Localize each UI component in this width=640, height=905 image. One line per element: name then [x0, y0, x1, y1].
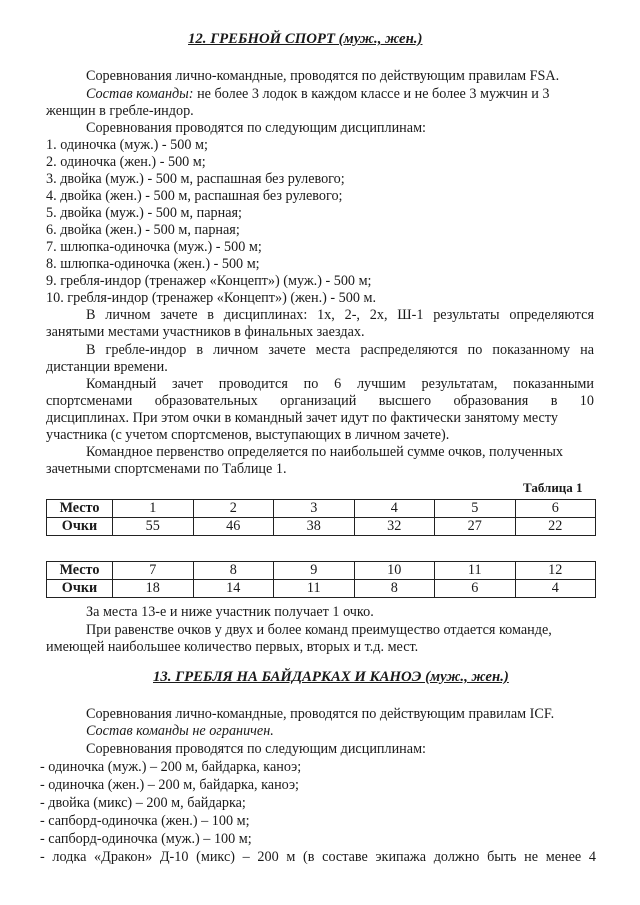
discipline-item: - сапборд-одиночка (жен.) – 100 м;	[40, 813, 250, 829]
points-cell: 32	[354, 518, 435, 536]
paragraph: спортсменами образовательных организаций высшего образования в 10	[46, 393, 594, 409]
place-cell: 6	[515, 500, 596, 518]
place-cell: 2	[193, 500, 274, 518]
team-composition-line	[86, 87, 549, 101]
discipline-item: - двойка (микс) – 200 м, байдарка;	[40, 795, 246, 811]
table-row	[47, 580, 596, 598]
place-cell: 7	[113, 562, 194, 580]
section-12-title: 12. ГРЕБНОЙ СПОРТ (муж., жен.)	[188, 31, 423, 47]
team-composition-line: Состав команды не ограничен.	[86, 723, 274, 739]
points-table-2	[46, 561, 596, 598]
points-cell: 22	[515, 518, 596, 536]
row-label: Очки	[47, 580, 113, 598]
row-label: Место	[47, 562, 113, 580]
team-composition-label: Состав команды:	[86, 86, 194, 102]
table-row	[47, 518, 596, 536]
discipline-item: 3. двойка (муж.) - 500 м, распашная без рулевого;	[46, 171, 345, 187]
place-cell: 9	[274, 562, 355, 580]
points-cell: 18	[113, 580, 194, 598]
paragraph: В личном зачете в дисциплинах: 1х, 2-, 2х, Ш-1 результаты определяются	[86, 307, 594, 323]
place-cell: 8	[193, 562, 274, 580]
paragraph: За места 13-е и ниже участник получает 1 очко.	[86, 604, 374, 620]
paragraph: Соревнования проводятся по следующим дисциплинам:	[86, 741, 426, 757]
discipline-item: 6. двойка (жен.) - 500 м, парная;	[46, 222, 240, 238]
row-label: Место	[47, 500, 113, 518]
place-cell: 4	[354, 500, 435, 518]
discipline-item: - сапборд-одиночка (муж.) – 100 м;	[40, 831, 252, 847]
place-cell: 11	[435, 562, 516, 580]
paragraph: дистанции времени.	[46, 359, 168, 375]
points-cell: 11	[274, 580, 355, 598]
place-cell: 10	[354, 562, 435, 580]
paragraph: Командный зачет проводится по 6 лучшим результатам, показанными	[86, 376, 594, 392]
points-cell: 6	[435, 580, 516, 598]
paragraph: дисциплинах. При этом очки в командный зачет идут по фактически занятому месту	[46, 410, 558, 426]
paragraph: При равенстве очков у двух и более команд преимущество отдается команде,	[86, 622, 552, 638]
paragraph: Командное первенство определяется по наибольшей сумме очков, полученных	[86, 444, 563, 460]
points-cell: 46	[193, 518, 274, 536]
paragraph: занятыми местами участников в финальных заездах.	[46, 324, 365, 340]
discipline-item: 1. одиночка (муж.) - 500 м;	[46, 137, 208, 153]
discipline-item: 8. шлюпка-одиночка (жен.) - 500 м;	[46, 256, 260, 272]
points-cell: 38	[274, 518, 355, 536]
table-caption: Таблица 1	[523, 480, 583, 495]
table-row	[47, 562, 596, 580]
paragraph: имеющей наибольшее количество первых, вторых и т.д. мест.	[46, 639, 419, 655]
discipline-item: 7. шлюпка-одиночка (муж.) - 500 м;	[46, 239, 262, 255]
discipline-item: 2. одиночка (жен.) - 500 м;	[46, 154, 206, 170]
paragraph: В гребле-индор в личном зачете места распределяются по показанному на	[86, 342, 594, 358]
discipline-item: - одиночка (жен.) – 200 м, байдарка, каноэ;	[40, 777, 299, 793]
row-label: Очки	[47, 518, 113, 536]
paragraph: зачетными спортсменами по Таблице 1.	[46, 461, 287, 477]
place-cell: 3	[274, 500, 355, 518]
discipline-item: 5. двойка (муж.) - 500 м, парная;	[46, 205, 242, 221]
discipline-item: 9. гребля-индор (тренажер «Концепт») (муж.) - 500 м;	[46, 273, 372, 289]
points-cell: 8	[354, 580, 435, 598]
points-table-1	[46, 499, 596, 536]
points-cell: 55	[113, 518, 194, 536]
place-cell: 12	[515, 562, 596, 580]
paragraph: Соревнования лично-командные, проводятся по действующим правилам ICF.	[86, 706, 555, 722]
team-composition-text: не более 3 лодок в каждом классе и не более 3 мужчин и 3	[193, 86, 550, 102]
discipline-item: - одиночка (муж.) – 200 м, байдарка, каноэ;	[40, 759, 302, 775]
table-row	[47, 500, 596, 518]
discipline-item: 4. двойка (жен.) - 500 м, распашная без рулевого;	[46, 188, 343, 204]
paragraph: женщин в гребле-индор.	[46, 103, 194, 119]
place-cell: 5	[435, 500, 516, 518]
place-cell: 1	[113, 500, 194, 518]
points-cell: 4	[515, 580, 596, 598]
discipline-item: 10. гребля-индор (тренажер «Концепт») (жен.) - 500 м.	[46, 290, 377, 306]
paragraph: Соревнования проводятся по следующим дисциплинам:	[86, 120, 426, 136]
section-13-title: 13. ГРЕБЛЯ НА БАЙДАРКАХ И КАНОЭ (муж., жен.)	[153, 669, 509, 685]
discipline-item: - лодка «Дракон» Д-10 (микс) – 200 м (в составе экипажа должно быть не менее 4	[40, 849, 596, 865]
points-cell: 14	[193, 580, 274, 598]
paragraph: участника (с учетом спортсменов, выступающих в личном зачете).	[46, 427, 450, 443]
points-cell: 27	[435, 518, 516, 536]
paragraph: Соревнования лично-командные, проводятся по действующим правилам FSA.	[86, 68, 560, 84]
